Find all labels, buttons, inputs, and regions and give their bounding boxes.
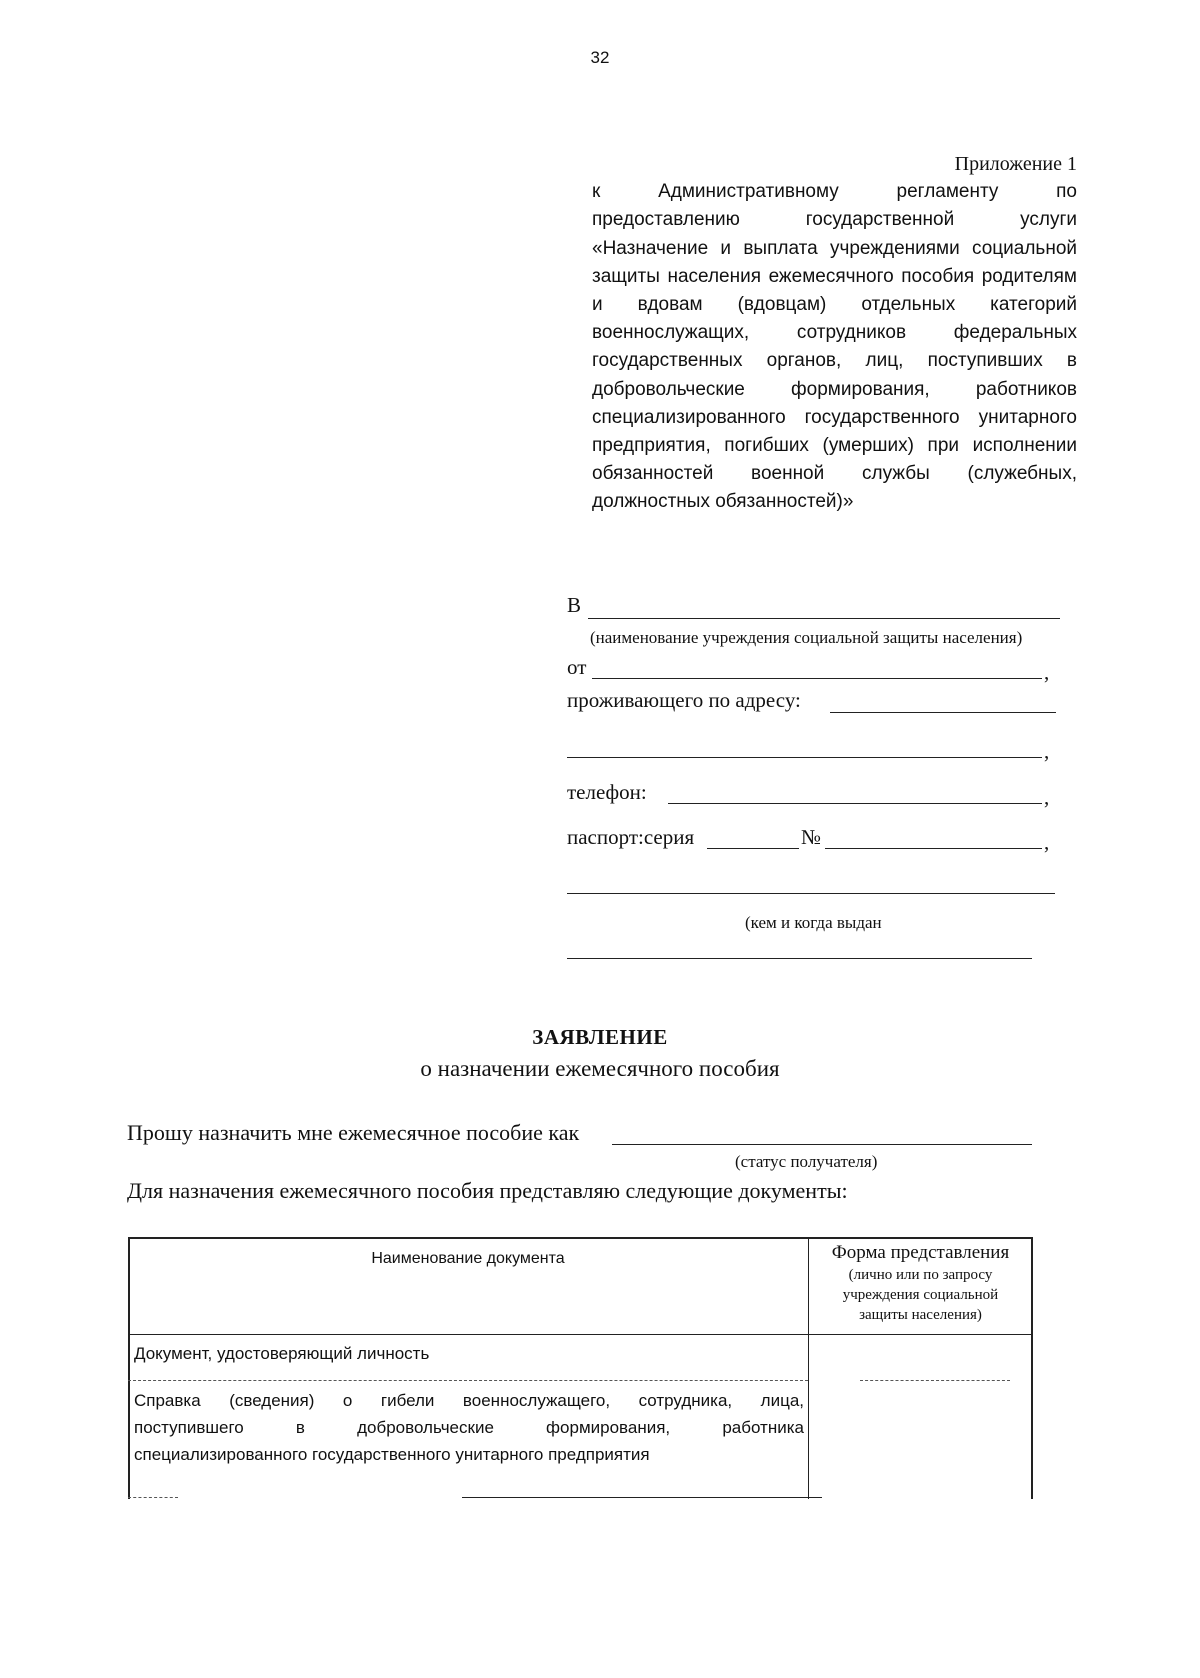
document-title: ЗАЯВЛЕНИЕ xyxy=(532,1025,668,1049)
annex-line: к Административному регламенту по xyxy=(592,181,1077,203)
table-row-divider xyxy=(128,1380,808,1381)
annex-line: и вдовам (вдовцам) отдельных категорий xyxy=(592,294,1077,316)
page-number: 32 xyxy=(590,48,610,67)
passport-number-field-line[interactable] xyxy=(825,848,1042,849)
annex-line: специализированного государственного унитарного xyxy=(592,406,1077,428)
row-document-name: поступившего в добровольческие формирования, работника xyxy=(134,1418,804,1437)
annex-line: государственных органов, лиц, поступивших в xyxy=(592,350,1077,372)
passport-series-field-line[interactable] xyxy=(707,848,799,849)
table-header-divider xyxy=(128,1334,1033,1335)
annex-line: «Назначение и выплата учреждениями социальной xyxy=(592,237,1077,259)
table-bottom-fragment xyxy=(128,1497,178,1498)
document-subtitle: о назначении ежемесячного пособия xyxy=(420,1056,780,1081)
row-document-name: Документ, удостоверяющий личность xyxy=(134,1344,430,1363)
annex-title: Приложение 1 xyxy=(954,153,1077,175)
column-header-document: Наименование документа xyxy=(371,1250,565,1267)
column-header-form-main: Форма представления xyxy=(831,1242,1010,1263)
annex-line: предоставлению государственной услуги xyxy=(592,209,1077,231)
table-row-divider-right xyxy=(860,1380,1010,1381)
to-caption: (наименование учреждения социальной защиты населения) xyxy=(590,628,1023,647)
address-field-line[interactable] xyxy=(830,712,1056,713)
address-comma: , xyxy=(1044,739,1050,763)
to-field-line[interactable] xyxy=(588,618,1060,619)
from-field-line[interactable] xyxy=(592,678,1042,679)
row-document-name: специализированного государственного унитарного предприятия xyxy=(134,1445,650,1464)
annex-block xyxy=(592,150,1077,517)
table-row xyxy=(134,1340,429,1367)
address-field-line-2[interactable] xyxy=(567,757,1042,758)
annex-body xyxy=(592,178,1077,516)
table-bottom-line xyxy=(462,1497,822,1498)
annex-line: военнослужащих, сотрудников федеральных xyxy=(592,322,1077,344)
phone-label: телефон: xyxy=(567,780,647,804)
issued-caption: (кем и когда выдан xyxy=(745,913,882,932)
documents-intro: Для назначения ежемесячного пособия представляю следующие документы: xyxy=(127,1178,848,1203)
annex-line: добровольческие формирования, работников xyxy=(592,378,1077,400)
column-header-form-sub: защиты населения) xyxy=(859,1307,982,1323)
passport-series-label: паспорт:серия xyxy=(567,825,695,849)
request-text: Прошу назначить мне ежемесячное пособие как xyxy=(127,1120,580,1145)
annex-line: предприятия, погибших (умерших) при исполнении xyxy=(592,435,1077,457)
passport-issued-field-line[interactable] xyxy=(567,893,1055,894)
column-header-form xyxy=(808,1241,1033,1325)
to-label: В xyxy=(567,593,582,617)
passport-number-label: № xyxy=(801,825,822,849)
annex-line: обязанностей военной службы (служебных, xyxy=(592,463,1077,485)
status-caption: (статус получателя) xyxy=(735,1152,878,1171)
from-comma: , xyxy=(1044,660,1050,684)
table-row xyxy=(134,1387,804,1468)
status-field-line[interactable] xyxy=(612,1144,1032,1145)
passport-comma: , xyxy=(1044,830,1050,854)
phone-field-line[interactable] xyxy=(668,803,1042,804)
row-document-name: Справка (сведения) о гибели военнослужащего, сотрудника, лица, xyxy=(134,1391,804,1410)
column-header-form-sub: (лично или по запросу xyxy=(848,1267,993,1283)
annex-line: должностных обязанностей)» xyxy=(592,491,854,513)
table-border-left-lower xyxy=(128,1337,130,1499)
address-label: проживающего по адресу: xyxy=(567,688,801,712)
table-border-top xyxy=(128,1237,1033,1239)
passport-issued-field-line-2[interactable] xyxy=(567,958,1032,959)
documents-table xyxy=(128,1237,1033,1499)
from-label: от xyxy=(567,655,587,679)
column-header-form-sub: учреждения социальной xyxy=(842,1287,999,1303)
annex-line: защиты населения ежемесячного пособия родителям xyxy=(592,265,1077,287)
phone-comma: , xyxy=(1044,785,1050,809)
